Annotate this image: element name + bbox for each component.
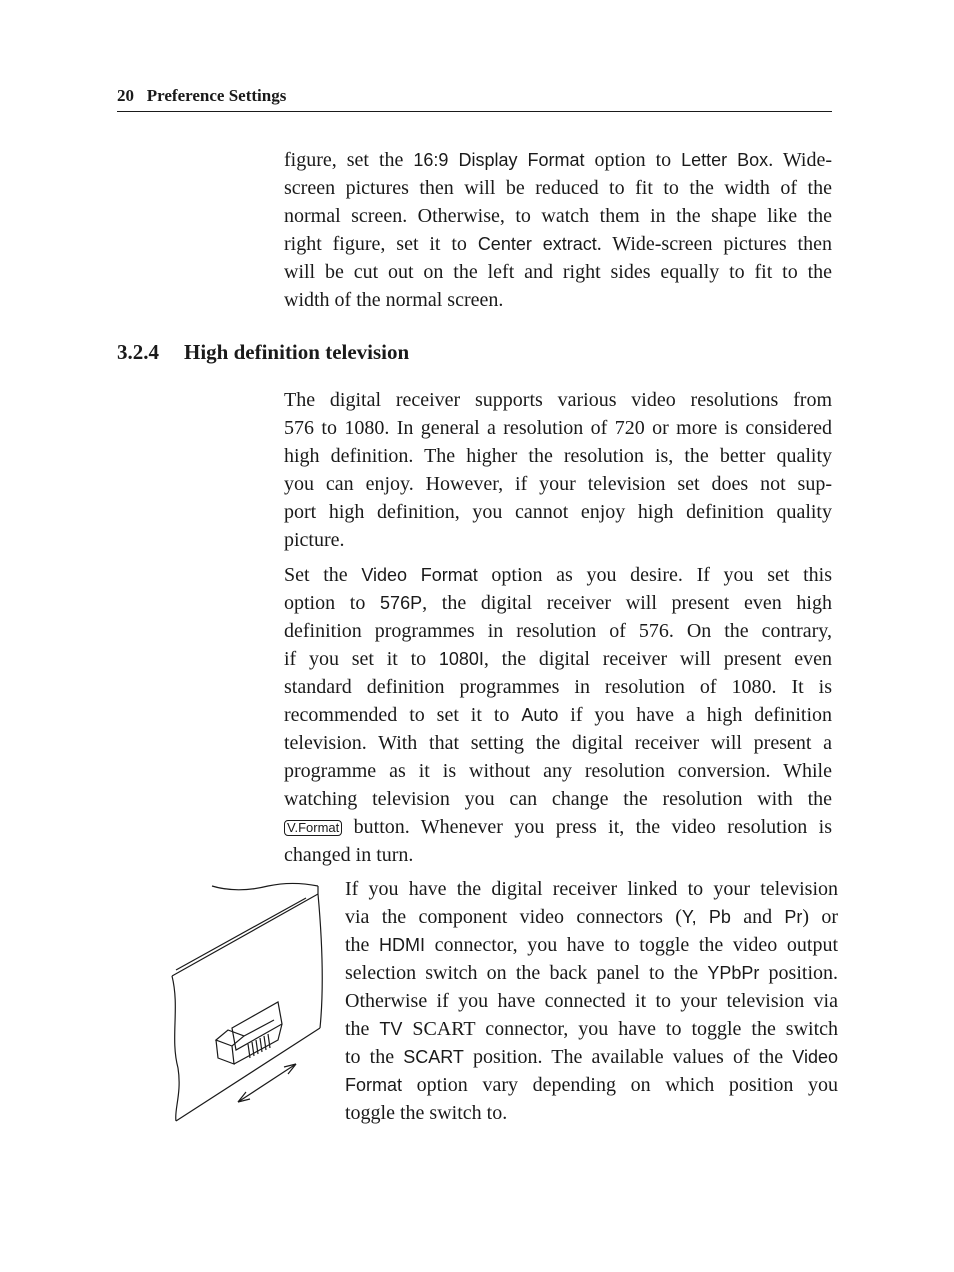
text-line: high definition. The higher the resolution is, the better quality bbox=[284, 445, 832, 467]
vformat-key-label: V.Format bbox=[284, 820, 342, 836]
text-line: The digital receiver supports various video resolutions from bbox=[284, 389, 832, 411]
text-line: via the component video connectors (Y, Pb and Pr) or bbox=[345, 906, 838, 928]
header-rule bbox=[117, 111, 832, 112]
section-number: 3.2.4 bbox=[117, 340, 159, 364]
text-line: recommended to set it to Auto if you have a high definition bbox=[284, 704, 833, 726]
page-header bbox=[117, 86, 832, 112]
page-number: 20 bbox=[117, 86, 134, 105]
text-line: watching television you can change the resolution with the bbox=[284, 788, 832, 810]
text-line: Format option vary depending on which position you bbox=[345, 1074, 838, 1096]
section-title: High definition television bbox=[184, 340, 410, 364]
text-line: toggle the switch to. bbox=[345, 1102, 508, 1124]
text-line: option to 576P, the digital receiver will present even high bbox=[284, 592, 832, 614]
header-text bbox=[117, 86, 286, 106]
text-line: changed in turn. bbox=[284, 844, 414, 866]
text-line: definition programmes in resolution of 576. On the contrary, bbox=[284, 620, 832, 642]
switch-panel-icon bbox=[170, 878, 330, 1128]
text-line: programme as it is without any resolution conversion. While bbox=[284, 760, 832, 782]
text-line: standard definition programmes in resolution of 1080. It is bbox=[284, 676, 832, 698]
text-line: you can enjoy. However, if your television set does not sup- bbox=[284, 473, 832, 495]
text-line: If you have the digital receiver linked to your television bbox=[345, 878, 838, 900]
text-line: right figure, set it to Center extract. Wide-screen pictures then bbox=[284, 233, 832, 255]
text-line: Otherwise if you have connected it to your television via bbox=[345, 990, 838, 1012]
text-line: figure, set the 16:9 Display Format option to Letter Box. Wide- bbox=[284, 149, 832, 171]
text-line: port high definition, you cannot enjoy high definition quality bbox=[284, 501, 832, 523]
switch-panel-illustration bbox=[170, 878, 330, 1128]
text-line: if you set it to 1080I, the digital receiver will present even bbox=[284, 648, 832, 670]
text-line: the TV SCART connector, you have to toggle the switch bbox=[345, 1018, 839, 1040]
text-line: width of the normal screen. bbox=[284, 289, 504, 311]
text-line: normal screen. Otherwise, to watch them in the shape like the bbox=[284, 205, 832, 227]
text-line: to the SCART position. The available values of the Video bbox=[345, 1046, 838, 1068]
text-line: 576 to 1080. In general a resolution of 720 or more is considered bbox=[284, 417, 832, 439]
text-line: Set the Video Format option as you desire. If you set this bbox=[284, 564, 832, 586]
header-section: Preference Settings bbox=[146, 86, 287, 105]
text-line: V.Format button. Whenever you press it, the video resolution is bbox=[284, 813, 832, 841]
text-line: selection switch on the back panel to the YPbPr position. bbox=[345, 962, 839, 984]
text-line: picture. bbox=[284, 529, 345, 551]
text-line: will be cut out on the left and right sides equally to fit to the bbox=[284, 261, 832, 283]
text-line: screen pictures then will be reduced to fit to the width of the bbox=[284, 177, 832, 199]
text-line: television. With that setting the digital receiver will present a bbox=[284, 732, 832, 754]
section-heading bbox=[117, 340, 409, 365]
text-line: the HDMI connector, you have to toggle the video output bbox=[345, 934, 838, 956]
